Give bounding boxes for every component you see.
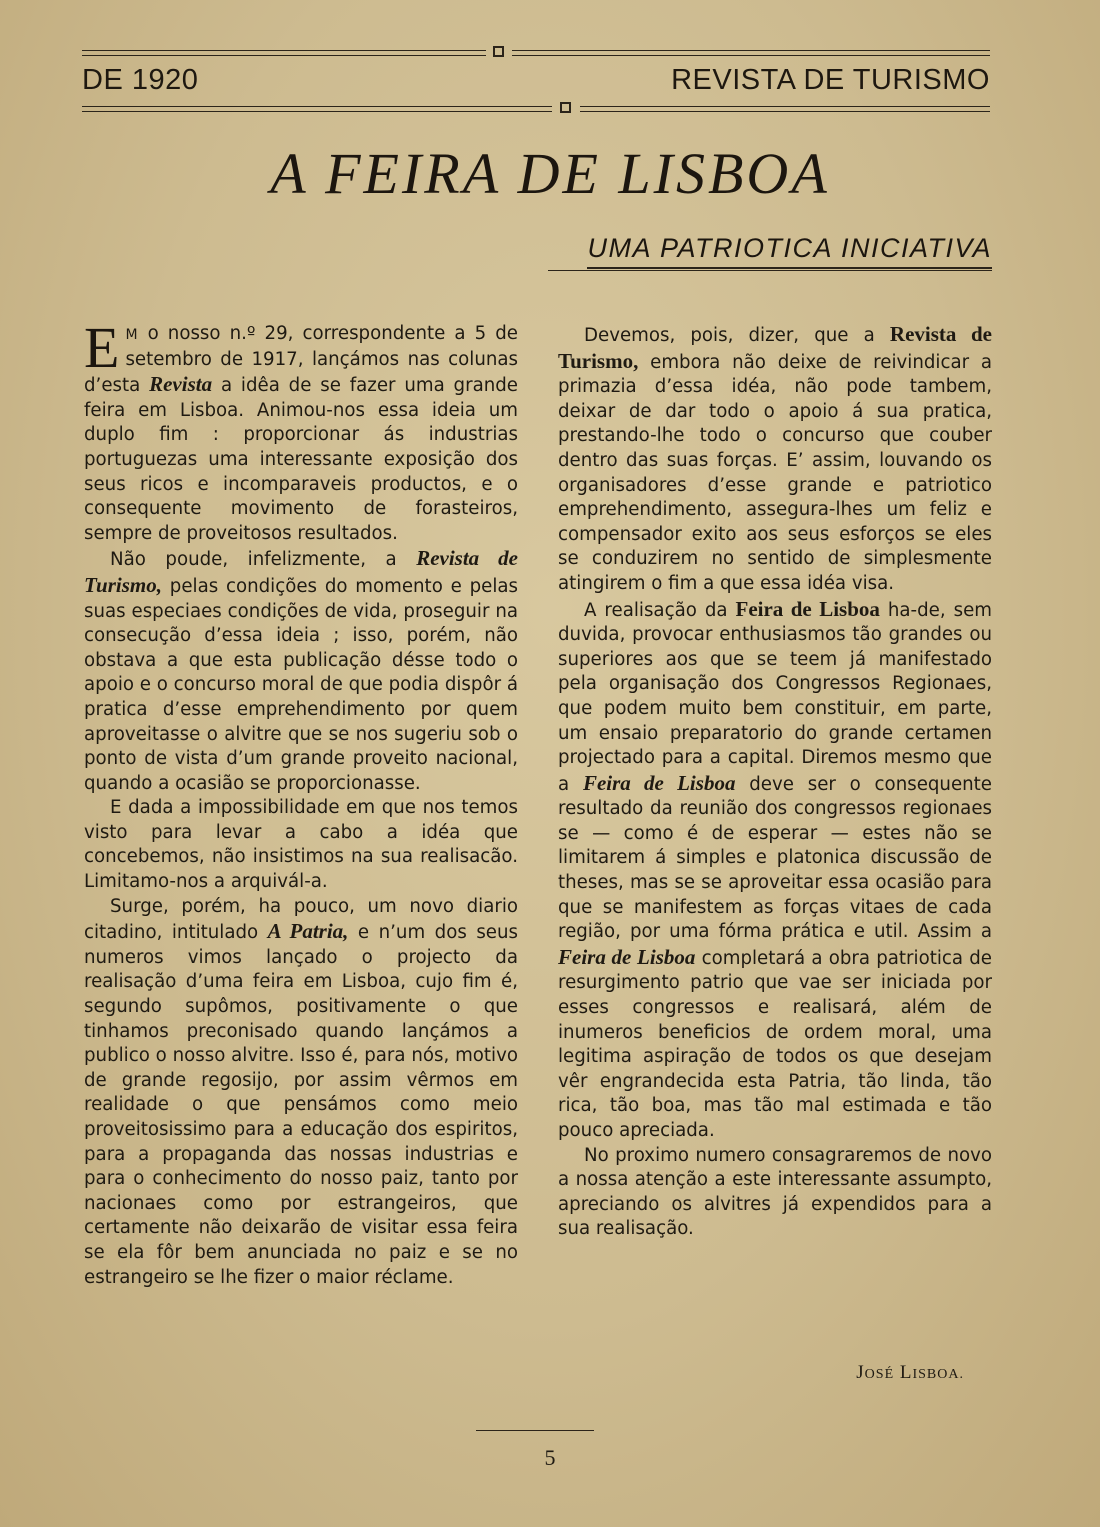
article-column-right (558, 322, 992, 1242)
paragraph: E dada a impossibilidade em que nos temos visto para levar a cabo a idéa que concebemos, não insistimos na sua realisacão. Limitamo-nos a arquivál-a. (84, 797, 518, 893)
article-subtitle: UMA PATRIOTICA INICIATIVA (587, 233, 992, 269)
article-column-left (84, 315, 518, 1290)
paragraph: No proximo numero consagraremos de novo a nossa atenção a este interessante assumpto, apreciando os alvitres já expendidos para a sua realisação. (558, 1144, 992, 1240)
paragraph: Surge, porém, ha pouco, um novo diario citadino, intitulado A Patria, e n’um dos seus numeros vimos lançado o projecto da realisação d’uma feira em Lisboa, cujo fim é, segundo supômos, positivamente o que tinhamos preconisado quando lançámos a publico o nosso alvitre. Isso é, para nós, motivo de grande regosijo, por assim vêrmos em realidade o que pensámos como meio proveitosissimo para a educação dos espiritos, para a propaganda das nossas industrias e para o conhecimento do nosso paiz, tanto por nacionaes como por estrangeiros, que certamente não deixarão de visitar essa feira se ela fôr bem anunciada no paiz e se no estrangeiro se lhe fizer o maior réclame. (84, 895, 518, 1288)
paragraph: Devemos, pois, dizer, que a Revista de Turismo, embora não deixe de reivindicar a primazia d’essa idéa, não pode tambem, deixar de dar todo o apoio á sua pratica, prestando-lhe todo o concurso que couber dentro das suas forças. E’ assim, louvando os organisadores d’esse grande e patriotico emprehendimento, assegura-lhes um feliz e compensador exito aos seus esforços se eles se conduzirem no sentido de simplesmente atingirem o fim a que essa idéa visa. (558, 322, 992, 594)
paragraph: Não poude, infelizmente, a Revista de Turismo, pelas condições do momento e pelas suas especiaes condições de vida, proseguir na consecução d’essa ideia ; isso, porém, não obstava a que esta publicação désse todo o apoio e o concurso moral de que podia dispôr á pratica d’esse emprehendimento por quem aproveitasse o alvitre que se nos sugeriu sob o ponto de vista d’um grande proveito nacional, quando a ocasião se proporcionasse. (84, 546, 518, 794)
footer-rule (476, 1430, 594, 1431)
subtitle-rule (548, 270, 992, 274)
page-number: 5 (544, 1445, 556, 1470)
header-date: DE 1920 (82, 64, 199, 96)
paragraph: A realisação da Feira de Lisboa ha-de, sem duvida, provocar enthusiasmos tão grandes ou superiores aos que se teem já manifestado pela organisação dos Congressos Regionaes, que podem muito bem constituir, em parte, um ensaio preparatorio do grande certamen projectado para a capital. Diremos mesmo que a Feira de Lisboa deve ser o consequente resultado da reunião dos congressos regionaes se — como é de esperar — estes não se limitarem á simples e platonica discussão de theses, mas se se aproveitar essa ocasião para que se manifestem as forças vitaes de cada região, por uma fórma prática e util. Assim a Feira de Lisboa completará a obra patriotica de resurgimento patrio que vae ser iniciada por esses congressos e realisará, além de inumeros beneficios de ordem moral, uma legitima aspiração de todos os que desejam vêr engrandecida esta Patria, tão linda, tão rica, tão boa, mas tão mal estimada e tão pouco apreciada. (558, 596, 993, 1141)
header-top-rule (82, 50, 990, 56)
author-signature: JOSÉ LISBOA. (856, 1362, 964, 1383)
article-title: A FEIRA DE LISBOA (270, 141, 830, 206)
paragraph: E M o nosso n.º 29, correspondente a 5 de setembro de 1917, lançámos nas colunas d’esta Revista a idêa de se fazer uma grande feira em Lisboa. Animou-nos essa ideia um duplo fim : proporcionar ás industrias portuguezas uma interessante exposição dos seus ricos e incomparaveis productos, e o consequente movimento de forasteiros, sempre de proveitosos resultados. (84, 315, 518, 544)
header-bottom-rule (82, 106, 990, 112)
drop-cap: E (84, 315, 120, 380)
header-magazine-name: REVISTA DE TURISMO (671, 64, 990, 96)
